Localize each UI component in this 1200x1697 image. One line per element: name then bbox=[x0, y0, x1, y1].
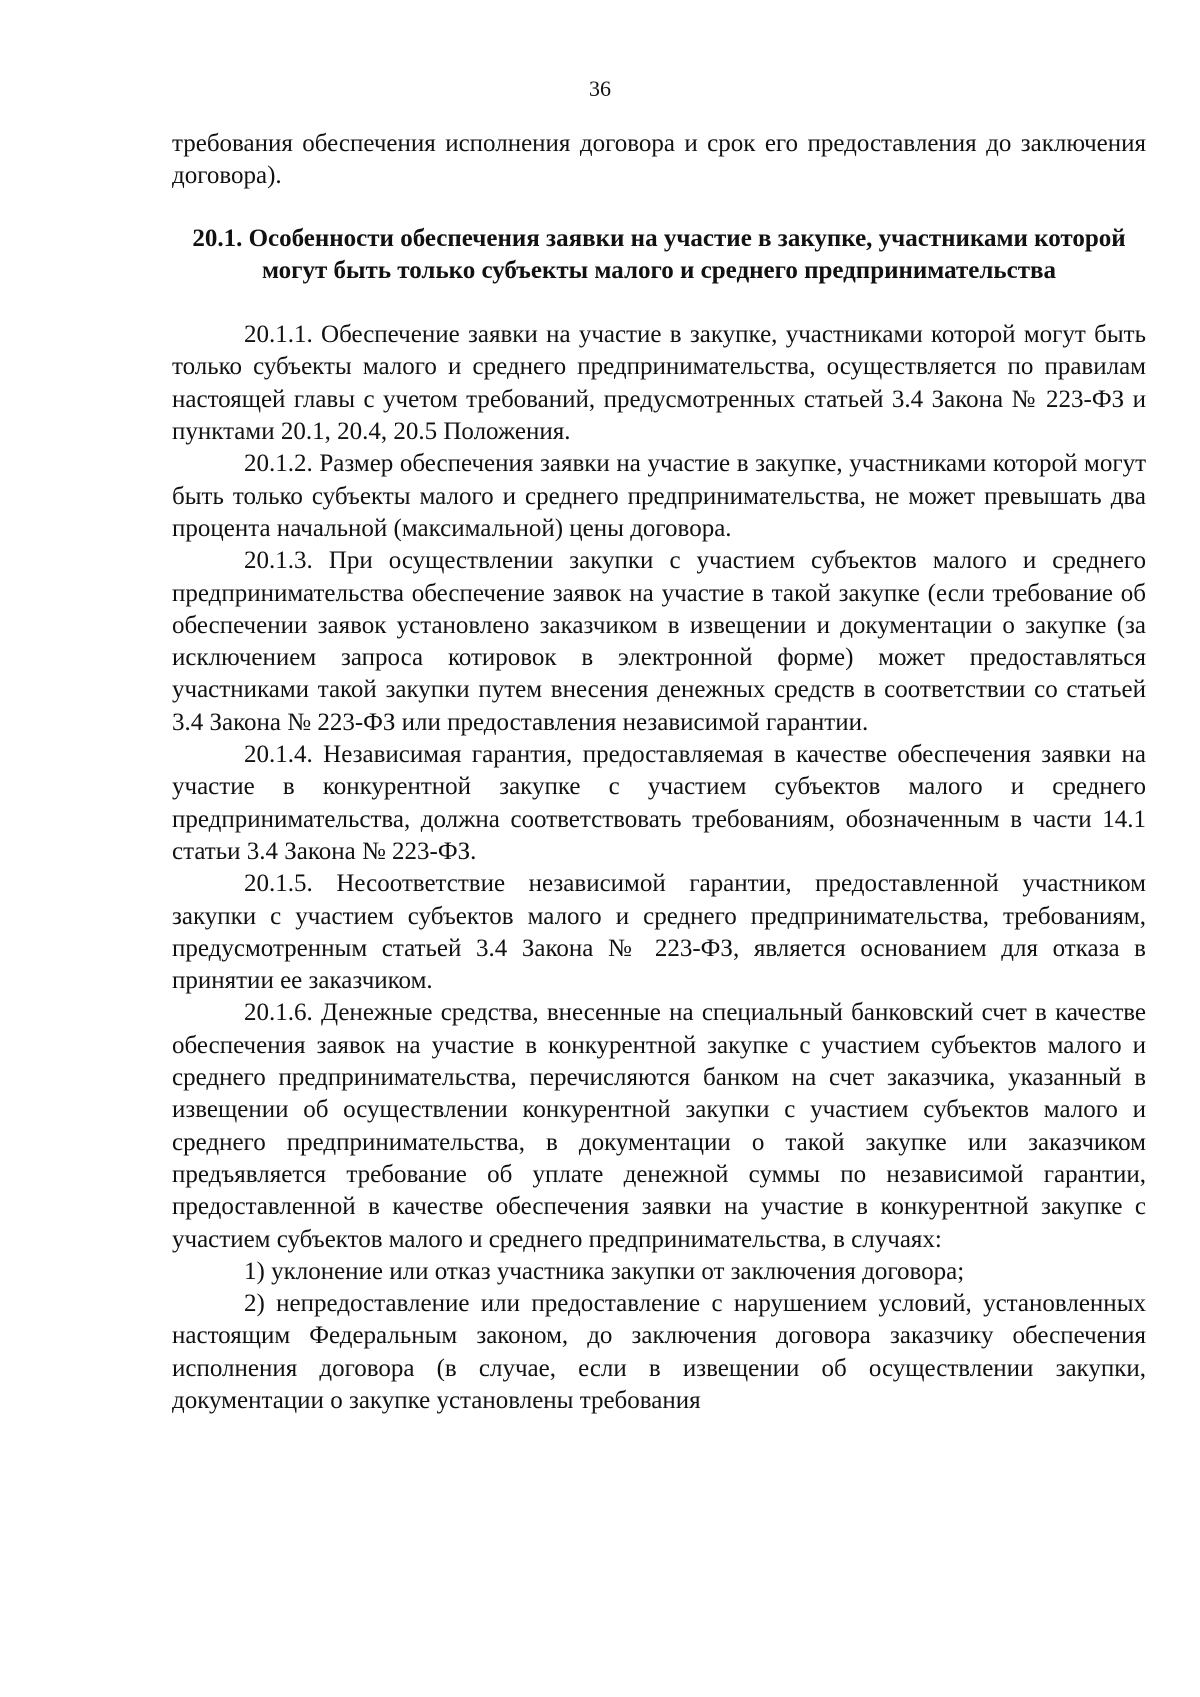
document-body bbox=[172, 128, 1146, 1417]
list-item-1: 1) уклонение или отказ участника закупки от заключения договора; bbox=[244, 1257, 965, 1285]
paragraph-20-1-4: 20.1.4. Независимая гарантия, предоставляемая в качестве обеспечения заявки на участие в конкурентной закупке с участием субъектов малого и среднего предпринимательства, должна соответствовать требованиям, обозначенным в части 14.1 статьи 3.4 Закона № 223-ФЗ. bbox=[172, 741, 1146, 865]
section-heading: 20.1. Особенности обеспечения заявки на участие в закупке, участниками которой могут быть только субъекты малого и среднего предпринимательства bbox=[192, 224, 1126, 284]
list-item-2: 2) непредоставление или предоставление с нарушением условий, установленных настоящим Федеральным законом, до заключения договора заказчику обеспечения исполнения договора (в случае, если в извещении об осуществлении закупки, документации о закупке установлены требования bbox=[172, 1290, 1146, 1414]
paragraph-20-1-2: 20.1.2. Размер обеспечения заявки на участие в закупке, участниками которой могут быть только субъекты малого и среднего предпринимательства, не может превышать два процента начальной (максимальной) цены договора. bbox=[172, 450, 1146, 542]
paragraph-20-1-1: 20.1.1. Обеспечение заявки на участие в закупке, участниками которой могут быть только субъекты малого и среднего предпринимательства, осуществляется по правилам настоящей главы с учетом требований, предусмотренных статьей 3.4 Закона № 223-ФЗ и пунктами 20.1, 20.4, 20.5 Положения. bbox=[172, 321, 1146, 446]
paragraph-20-1-6: 20.1.6. Денежные средства, внесенные на специальный банковский счет в качестве обеспечения заявок на участие в конкурентной закупке с участием субъектов малого и среднего предпринимательства, перечисляются банком на счет заказчика, указанный в извещении об осуществлении конкурентной закупки с участием субъектов малого и среднего предпринимательства, в документации о такой закупке или заказчиком предъявляется требование об уплате денежной суммы по независимой гарантии, предоставленной в качестве обеспечения заявки на участие в конкурентной закупке с участием субъектов малого и среднего предпринимательства, в случаях: bbox=[172, 999, 1146, 1253]
page-number: 36 bbox=[589, 76, 611, 101]
intro-paragraph: требования обеспечения исполнения договора и срок его предоставления до заключения договора). bbox=[172, 130, 1146, 190]
paragraph-20-1-5: 20.1.5. Несоответствие независимой гарантии, предоставленной участником закупки с участием субъектов малого и среднего предпринимательства, требованиям, предусмотренным статьей 3.4 Закона № 223-ФЗ, является основанием для отказа в принятии ее заказчиком. bbox=[172, 870, 1146, 995]
paragraph-20-1-3: 20.1.3. При осуществлении закупки с участием субъектов малого и среднего предпринимательства обеспечение заявок на участие в такой закупке (если требование об обеспечении заявок установлено заказчиком в извещении и документации о закупке (за исключением запроса котировок в электронной форме) может предоставляться участниками такой закупки путем внесения денежных средств в соответствии со статьей 3.4 Закона № 223-ФЗ или предоставления независимой гарантии. bbox=[172, 547, 1146, 736]
